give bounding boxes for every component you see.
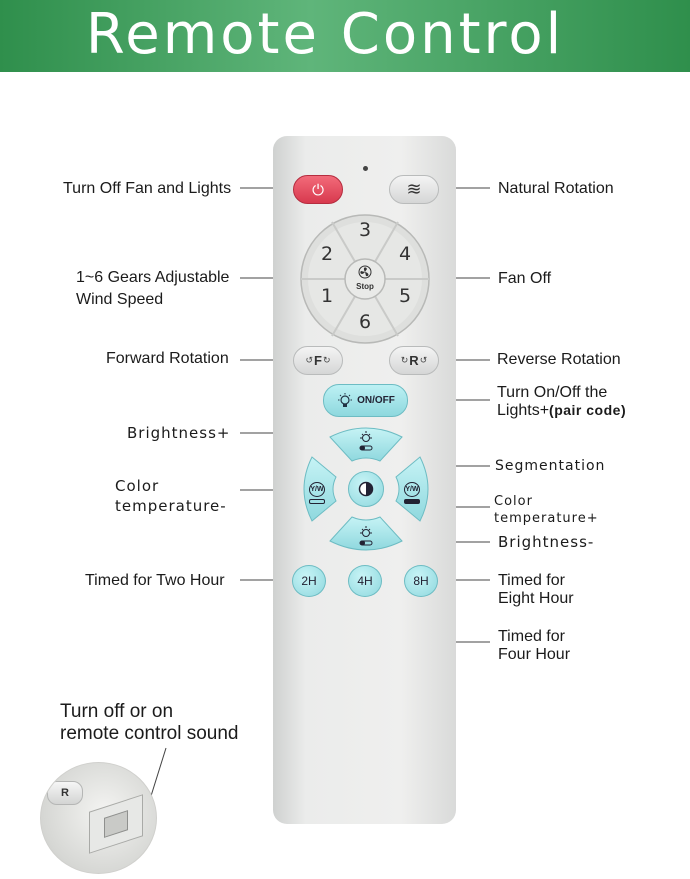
label-fan-off: Fan Off (498, 270, 552, 287)
reverse-label: R (409, 353, 419, 368)
stop-label: Stop (356, 282, 374, 291)
forward-label: F (314, 353, 322, 368)
timer-4h-button[interactable] (348, 565, 382, 597)
inset-key-label: R (61, 787, 69, 799)
page-title: Remote Control (85, 2, 565, 67)
lights-button-label: ON/OFF (357, 395, 395, 406)
fan-icon (358, 265, 372, 279)
label-forward-rotation: Forward Rotation (106, 350, 229, 367)
bulb-icon (336, 392, 354, 410)
segmentation-button[interactable] (348, 471, 384, 507)
lights-on-off-button[interactable] (323, 384, 408, 417)
color-temperature-minus-button[interactable] (303, 478, 331, 504)
label-timed-four-1: Timed for (498, 628, 565, 645)
label-reverse-rotation: Reverse Rotation (497, 351, 621, 368)
wave-icon: ≋ (406, 179, 422, 200)
label-lights-text: Lights (497, 402, 540, 419)
speed-5-button[interactable]: 5 (399, 285, 412, 307)
speed-dial (299, 213, 431, 345)
sound-switch-inset (40, 762, 157, 874)
timer-2h-label: 2H (301, 574, 317, 588)
speed-6-button[interactable]: 6 (359, 311, 372, 333)
label-timed-four-2: Four Hour (498, 646, 571, 663)
color-temperature-plus-button[interactable] (398, 478, 426, 504)
forward-arrow: ↻ (322, 355, 331, 365)
label-color-minus-1: Color (115, 477, 160, 495)
power-icon: ⏻ (312, 180, 324, 199)
label-sound-2: remote control sound (60, 723, 239, 744)
fan-stop-button[interactable] (345, 260, 385, 300)
label-color-plus-1: Color (494, 494, 533, 509)
speed-3-button[interactable]: 3 (359, 219, 372, 241)
brightness-plus-button[interactable] (352, 429, 380, 453)
reverse-arrow: ↺ (419, 355, 428, 365)
power-button[interactable] (293, 175, 343, 204)
label-sound-1: Turn off or on (60, 701, 174, 722)
color-temperature-icon: Y/W (309, 482, 325, 497)
label-brightness-plus: Brightness+ (127, 424, 231, 442)
speed-2-button[interactable]: 2 (321, 243, 334, 265)
segmentation-icon (358, 481, 374, 497)
color-slider-icon (309, 499, 325, 504)
label-lights-line2 (497, 401, 626, 420)
natural-rotation-button[interactable] (389, 175, 439, 204)
inset-reverse-key (47, 781, 83, 805)
label-brightness-minus: Brightness- (498, 533, 595, 551)
color-slider-icon (404, 499, 420, 504)
label-gears-line2: Wind Speed (76, 291, 164, 308)
reverse-rotation-button[interactable] (389, 346, 439, 375)
label-color-plus-2: temperature+ (494, 511, 599, 526)
reverse-icon: ↻ (400, 355, 409, 365)
forward-rotation-button[interactable] (293, 346, 343, 375)
label-timed-eight-1: Timed for (498, 572, 565, 589)
color-temperature-icon: Y/W (404, 482, 420, 497)
switch-slot (104, 810, 128, 838)
indicator-light (363, 166, 368, 171)
label-color-minus-2: temperature- (115, 497, 227, 515)
forward-icon: ↺ (305, 355, 314, 365)
brightness-icon (352, 524, 380, 548)
label-segmentation: Segmentation (495, 458, 606, 474)
timer-2h-button[interactable] (292, 565, 326, 597)
sound-switch[interactable] (89, 794, 143, 854)
label-timed-eight-2: Eight Hour (498, 590, 574, 607)
label-natural-rotation: Natural Rotation (498, 180, 614, 197)
label-turn-off-fan-lights: Turn Off Fan and Lights (63, 180, 232, 197)
timer-8h-button[interactable] (404, 565, 438, 597)
label-timed-two: Timed for Two Hour (85, 572, 225, 589)
label-lights-plus: + (539, 402, 550, 419)
label-lights-line1: Turn On/Off the (497, 384, 608, 401)
brightness-icon (352, 429, 380, 453)
speed-1-button[interactable]: 1 (321, 285, 334, 307)
label-pair-code: (pair code) (549, 402, 627, 418)
timer-8h-label: 8H (413, 574, 429, 588)
label-gears-line1: 1~6 Gears Adjustable (76, 269, 230, 286)
timer-4h-label: 4H (357, 574, 373, 588)
brightness-minus-button[interactable] (352, 524, 380, 548)
speed-4-button[interactable]: 4 (399, 243, 412, 265)
